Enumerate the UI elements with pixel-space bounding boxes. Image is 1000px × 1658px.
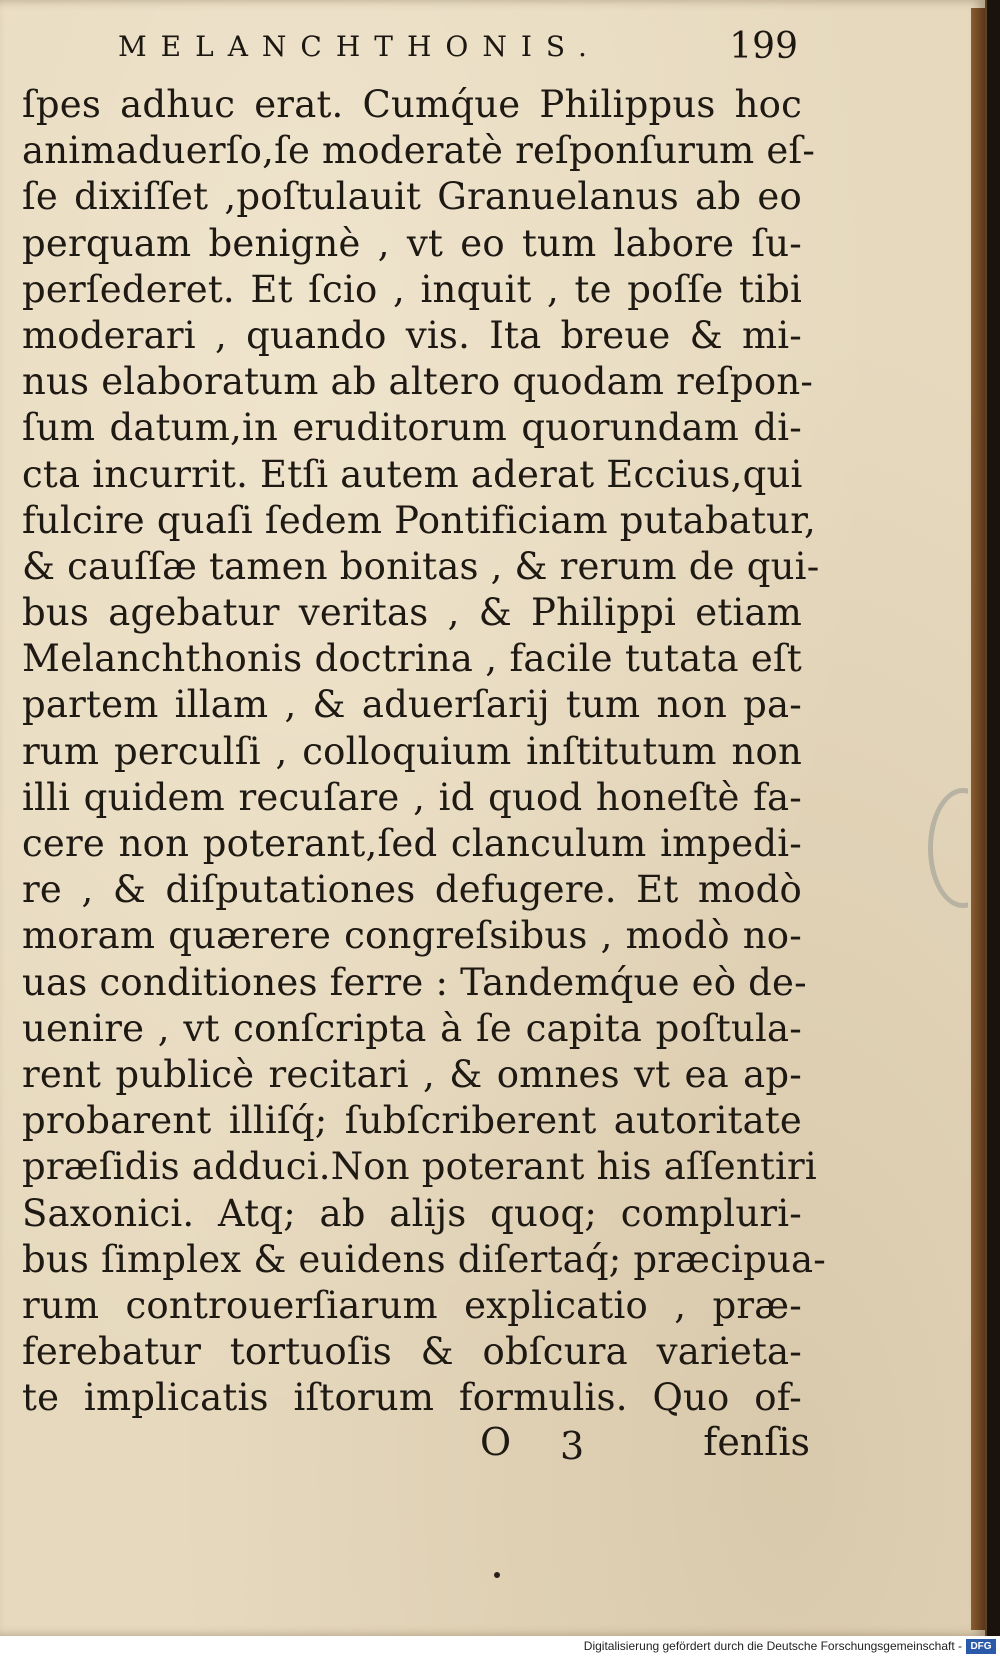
- clasp-ring: [928, 788, 998, 908]
- text-line: moderari , quando vis. Ita breue & mi-: [22, 313, 802, 357]
- text-line: cta incurrit. Etſi autem aderat Eccius,qui: [22, 452, 803, 496]
- text-line: re , & diſputationes defugere. Et modò: [22, 868, 802, 912]
- text-line: partem illam , & aduerſarij tum non pa-: [22, 683, 802, 727]
- text-line: bus agebatur veritas , & Philippi etiam: [22, 591, 802, 635]
- text-line: cere non poterant,ſed clanculum impedi-: [22, 822, 802, 865]
- text-line: bus ſimplex & euidens diſertaq́; præcipua-: [22, 1237, 826, 1281]
- footer-bar: [0, 1636, 1000, 1658]
- text-line: nus elaboratum ab altero quodam reſpon-: [22, 360, 814, 404]
- text-line: Melanchthonis doctrina , facile tutata eſt: [22, 637, 802, 681]
- text-line: probarent illiſq́; ſubſcriberent autoritate: [22, 1099, 802, 1143]
- text-line: perquam benignè , vt eo tum labore ſu-: [22, 221, 802, 265]
- text-line: moram quærere congreſsibus , modò no-: [22, 914, 802, 958]
- text-line: ferebatur tortuoſis & obſcura varieta-: [22, 1330, 802, 1374]
- signature-line: [470, 1420, 810, 1470]
- body-text: [22, 82, 826, 1421]
- text-line: illi quidem recuſare , id quod honeſtè fa-: [22, 775, 802, 819]
- funding-credit: Digitalisierung gefördert durch die Deutsche Forschungsgemeinschaft -: [583, 1639, 962, 1653]
- text-line: animaduerſo,ſe moderatè reſponſurum eſ-: [22, 129, 816, 173]
- text-line: uenire , vt conſcripta à ſe capita poſtula-: [22, 1006, 802, 1050]
- running-head-title: MELANCHTHONIS.: [118, 30, 601, 63]
- text-line: ſpes adhuc erat. Cumq́ue Philippus hoc: [22, 83, 802, 126]
- text-line: rum controuerſiarum explicatio , præ-: [22, 1283, 802, 1327]
- text-line: fulcire quaſi ſedem Pontificiam putabatur,: [22, 498, 816, 542]
- ink-dot: [494, 1572, 500, 1578]
- signature-number: 3: [560, 1424, 585, 1468]
- signature-mark: O: [480, 1420, 512, 1464]
- text-line: te implicatis iſtorum formulis. Quo of-: [22, 1376, 802, 1420]
- text-line: præſidis adduci.Non poterant his aſſentiri: [22, 1145, 817, 1189]
- text-line: & cauſſæ tamen bonitas , & rerum de qui-: [22, 544, 820, 588]
- page-number: 199: [729, 26, 798, 67]
- page-edge: [971, 8, 985, 1630]
- text-line: Saxonici. Atq; ab alijs quoq; compluri-: [22, 1191, 802, 1235]
- text-line: uas conditiones ferre : Tandemq́ue eò de-: [22, 960, 807, 1004]
- catchword: fenſis: [703, 1420, 810, 1464]
- text-line: rum perculſi , colloquium inſtitutum non: [22, 729, 802, 773]
- dfg-logo: DFG: [966, 1639, 996, 1654]
- text-line: rent publicè recitari , & omnes vt ea ap-: [22, 1052, 802, 1096]
- text-line: perſederet. Et ſcio , inquit , te poſſe tibi: [22, 267, 802, 311]
- running-head: [118, 26, 798, 70]
- text-line: ſum datum,in eruditorum quorundam di-: [22, 406, 802, 450]
- text-line: ſe dixiſſet ,poſtulauit Granuelanus ab eo: [22, 175, 802, 219]
